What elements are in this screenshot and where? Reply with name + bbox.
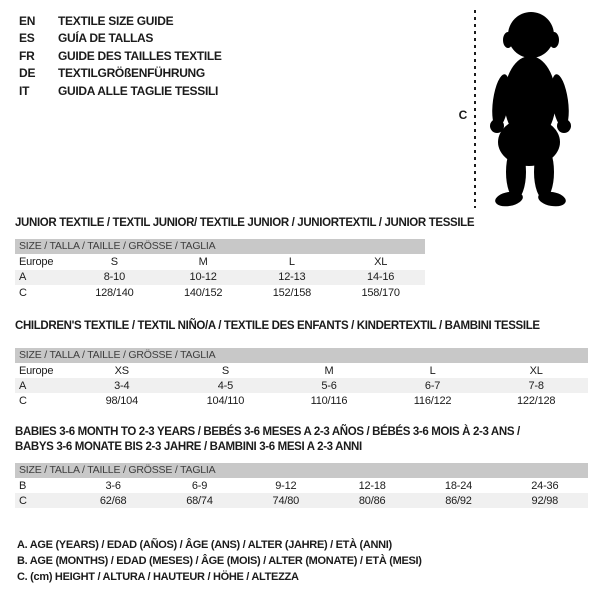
size-value-cell: 104/110 xyxy=(206,394,245,407)
baby-silhouette-icon xyxy=(483,9,573,209)
table-row-height xyxy=(15,393,588,408)
size-value-cell: 4-5 xyxy=(217,379,234,392)
size-header-bar: SIZE / TALLA / TAILLE / GRÖSSE / TAGLIA xyxy=(15,348,588,363)
size-value-cell: 9-12 xyxy=(275,479,297,492)
size-value-cell: M xyxy=(198,255,208,268)
language-row-de xyxy=(19,65,222,83)
size-value-cell: S xyxy=(110,255,118,268)
babies-size-table xyxy=(15,463,588,508)
footnote-legend xyxy=(17,537,422,585)
size-value-cell: L xyxy=(429,364,436,377)
junior-section-title: JUNIOR TEXTILE / TEXTIL JUNIOR/ TEXTILE JUNIOR / JUNIORTEXTIL / JUNIOR TESSILE xyxy=(15,217,475,229)
row-label-cell: C xyxy=(19,494,27,507)
row-label-cell: C xyxy=(19,394,27,407)
language-title: TEXTILE SIZE GUIDE xyxy=(58,13,174,28)
size-header-bar: SIZE / TALLA / TAILLE / GRÖSSE / TAGLIA xyxy=(15,463,588,478)
size-value-cell: 122/128 xyxy=(516,394,556,407)
size-value-cell: 128/140 xyxy=(95,286,134,299)
language-code: FR xyxy=(19,48,35,63)
language-code: IT xyxy=(19,83,30,98)
row-label-cell: B xyxy=(19,479,27,492)
size-value-cell: XS xyxy=(114,364,129,377)
footnote-b: B. AGE (MONTHS) / EDAD (MESES) / ÂGE (MOIS) / ALTER (MONATE) / ETÀ (MESI) xyxy=(17,555,422,567)
size-value-cell: L xyxy=(288,255,295,268)
size-value-cell: M xyxy=(324,364,334,377)
row-label-cell: A xyxy=(19,271,27,284)
size-value-cell: 5-6 xyxy=(321,379,337,392)
size-value-cell: 68/74 xyxy=(186,494,213,507)
size-value-cell: 140/152 xyxy=(183,286,223,299)
size-value-cell: 6-7 xyxy=(424,379,441,392)
language-title: GUÍA DE TALLAS xyxy=(58,31,154,46)
footnote-a: A. AGE (YEARS) / EDAD (AÑOS) / ÂGE (ANS) / ALTER (JAHRE) / ETÀ (ANNI) xyxy=(17,539,392,551)
size-header-bar: SIZE / TALLA / TAILLE / GRÖSSE / TAGLIA xyxy=(15,239,425,254)
language-title: GUIDE DES TAILLES TEXTILE xyxy=(58,48,222,63)
language-code: DE xyxy=(19,66,36,81)
language-title-list xyxy=(19,12,222,100)
language-code: ES xyxy=(19,31,35,46)
size-value-cell: 12-18 xyxy=(358,479,386,492)
junior-size-table xyxy=(15,239,425,301)
size-value-cell: 110/116 xyxy=(310,394,348,407)
size-value-cell: 116/122 xyxy=(413,394,452,407)
table-row-age-months xyxy=(15,478,588,493)
height-measure-line xyxy=(474,10,476,208)
table-row-height xyxy=(15,285,425,301)
children-size-table xyxy=(15,348,588,408)
size-value-cell: 3-6 xyxy=(105,479,121,492)
size-value-cell: S xyxy=(221,364,229,377)
table-row-europe xyxy=(15,254,425,270)
size-value-cell: 10-12 xyxy=(189,271,217,284)
height-label: C xyxy=(458,108,468,122)
size-value-cell: XL xyxy=(374,255,388,268)
size-value-cell: 158/170 xyxy=(361,286,400,299)
row-label-cell: A xyxy=(19,379,27,392)
row-label-cell: Europe xyxy=(19,255,54,268)
size-value-cell: XL xyxy=(529,364,543,377)
language-code: EN xyxy=(19,13,36,28)
row-label-cell: C xyxy=(19,286,27,299)
size-value-cell: 3-4 xyxy=(114,379,130,392)
size-value-cell: 80/86 xyxy=(358,494,386,507)
size-value-cell: 8-10 xyxy=(103,271,125,284)
footnote-c: C. (cm) HEIGHT / ALTURA / HAUTEUR / HÖHE / ALTEZZA xyxy=(17,571,299,583)
size-value-cell: 24-36 xyxy=(531,479,559,492)
language-row-en xyxy=(19,12,222,30)
row-label-cell: Europe xyxy=(19,364,54,377)
language-row-it xyxy=(19,82,222,100)
size-value-cell: 6-9 xyxy=(191,479,208,492)
table-row-europe xyxy=(15,363,588,378)
size-value-cell: 152/158 xyxy=(272,286,312,299)
size-value-cell: 12-13 xyxy=(278,271,306,284)
size-value-cell: 74/80 xyxy=(272,494,300,507)
babies-section-title xyxy=(15,425,590,455)
table-row-height xyxy=(15,493,588,508)
table-row-age xyxy=(15,270,425,286)
table-row-age xyxy=(15,378,588,393)
language-title: TEXTILGRÖßENFÜHRUNG xyxy=(58,66,205,81)
size-value-cell: 14-16 xyxy=(367,271,395,284)
language-row-fr xyxy=(19,47,222,65)
size-value-cell: 92/98 xyxy=(531,494,559,507)
size-value-cell: 18-24 xyxy=(444,479,473,492)
size-value-cell: 62/68 xyxy=(99,494,127,507)
children-section-title: CHILDREN'S TEXTILE / TEXTIL NIÑO/A / TEXTILE DES ENFANTS / KINDERTEXTIL / BAMBINI TESSILE xyxy=(15,320,540,332)
babies-title-line2: BABYS 3-6 MONATE BIS 2-3 JAHRE / BAMBINI 3-6 MESI A 2-3 ANNI xyxy=(15,441,362,453)
babies-title-line1: BABIES 3-6 MONTH TO 2-3 YEARS / BEBÉS 3-6 MESES A 2-3 AÑOS / BÉBÉS 3-6 MOIS À 2-3 ANS / xyxy=(15,426,520,438)
language-title: GUIDA ALLE TAGLIE TESSILI xyxy=(58,83,219,98)
language-row-es xyxy=(19,30,222,48)
size-value-cell: 7-8 xyxy=(528,379,544,392)
size-value-cell: 98/104 xyxy=(105,394,139,407)
size-value-cell: 86/92 xyxy=(445,494,472,507)
